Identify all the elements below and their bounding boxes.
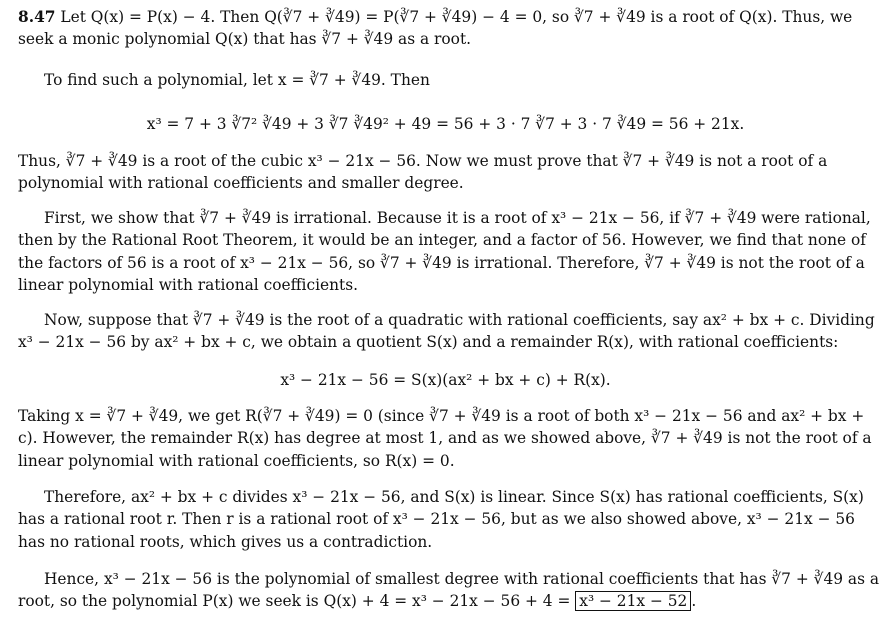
paragraph-contradiction — [18, 486, 885, 553]
line-7: x³ − 21x − 56 = S(x)(ax² + bx + c) + R(x). — [280, 371, 611, 389]
paragraph-conclusion: Hence, x³ − 21x − 56 is the polynomial of smallest degree with rational coefficients that has ∛7 + ∛49 as a root, so the polynomial P(x) we seek is Q(x) + 4 = x³ − 21x − 56 + 4 = x³ − 21x − 52 . — [18, 570, 880, 611]
equation-cube-expansion — [0, 113, 891, 135]
line-3: x³ = 7 + 3 ∛7² ∛49 + 3 ∛7 ∛49² + 49 = 56 + 3 · 7 ∛7 + 3 · 7 ∛49 = 56 + 21x. — [146, 115, 745, 133]
paragraph-intro — [18, 6, 885, 51]
line-1: Let Q(x) = P(x) − 4. Then Q(∛7 + ∛49) = P(∛7 + ∛49) − 4 = 0, so ∛7 + ∛49 is a root of Q(x). Thus, we seek a monic polynomial Q(x) that has ∛7 + ∛49 as a root. — [18, 8, 853, 49]
line-10: Hence, x³ − 21x − 56 is the polynomial of smallest degree with rational coefficients that has ∛7 + ∛49 as a root, so the polynomial P(x) we seek is Q(x) + 4 = x³ − 21x − 56 + 4 = — [18, 570, 880, 611]
line-5: First, we show that ∛7 + ∛49 is irrational. Because it is a root of x³ − 21x − 56, if ∛7 + ∛49 were rational, then by the Rational Root Theorem, it would be an integer, and a factor of 56. However, we find that none of the factors of 56 is a root of x³ − 21x − 56, so ∛7 + ∛49 is irrational. Therefore, ∛7 + ∛49 is not the root of a linear polynomial with rational coefficients. — [18, 209, 871, 295]
problem-number: 8.47 — [18, 8, 56, 26]
paragraph-remainder — [18, 405, 885, 472]
paragraph-irrational — [18, 207, 885, 297]
equation-division — [0, 369, 891, 391]
line-6: Now, suppose that ∛7 + ∛49 is the root of a quadratic with rational coefficients, say ax² + bx + c. Dividing x³ − 21x − 56 by ax² + bx + c, we obtain a quotient S(x) and a remainder R(x), with rational coefficients: — [18, 311, 875, 352]
paragraph-quadratic — [18, 309, 885, 354]
line-8: Taking x = ∛7 + ∛49, we get R(∛7 + ∛49) = 0 (since ∛7 + ∛49 is a root of both x³ − 21x − 56 and ax² + bx + c). However, the remainder R(x) has degree at most 1, and as we showed above, ∛7 + ∛49 is not the root of a linear polynomial with rational coefficients, so R(x) = 0. — [18, 407, 872, 470]
final-answer-box: x³ − 21x − 52 — [575, 591, 691, 611]
line-4: Thus, ∛7 + ∛49 is a root of the cubic x³ − 21x − 56. Now we must prove that ∛7 + ∛49 is not a root of a polynomial with rational coefficients and smaller degree. — [18, 152, 828, 193]
line-9: Therefore, ax² + bx + c divides x³ − 21x − 56, and S(x) is linear. Since S(x) has rational coefficients, S(x) has a rational root r. Then r is a rational root of x³ − 21x − 56, but as we also showed above, x³ − 21x − 56 has no rational roots, which gives us a contradiction. — [18, 488, 864, 551]
paragraph-setup — [18, 69, 885, 91]
paragraph-cubic — [18, 150, 885, 195]
line-2: To find such a polynomial, let x = ∛7 + ∛49. Then — [44, 71, 430, 89]
